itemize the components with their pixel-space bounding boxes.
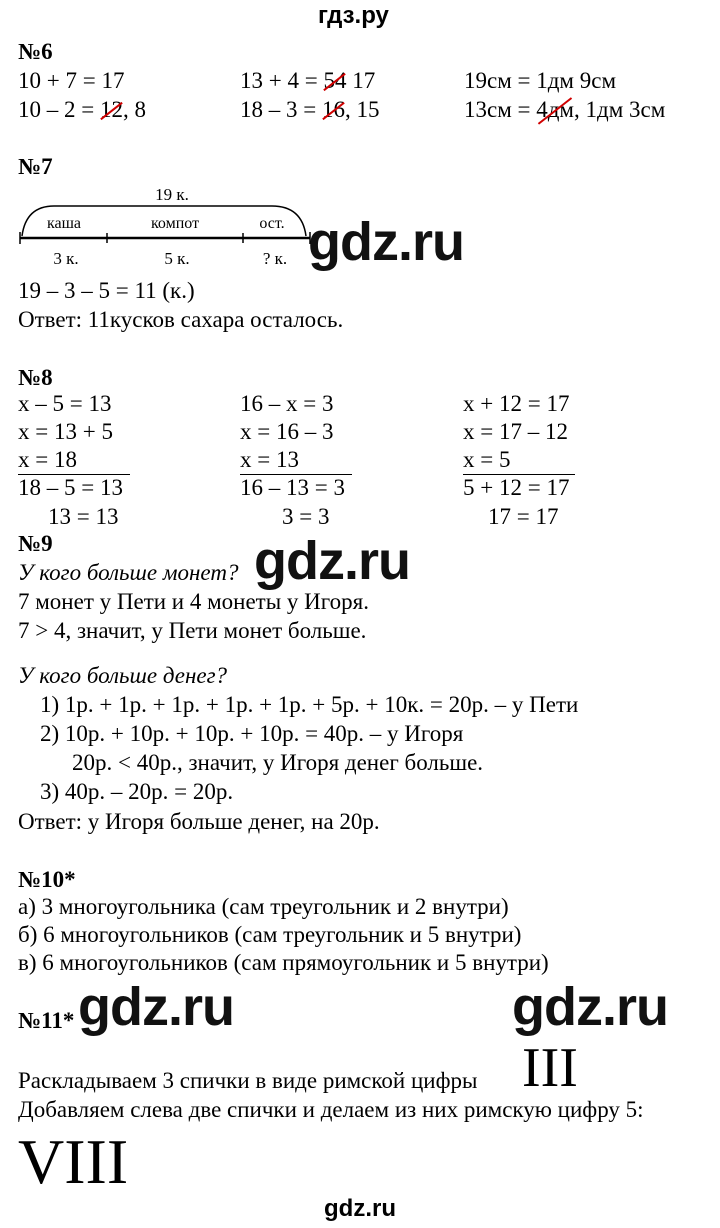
equation-line: x – 5 = 13 — [18, 391, 112, 416]
equation-result — [463, 446, 575, 475]
task-7-title: №7 — [18, 154, 53, 179]
diagram-count-label: 5 к. — [164, 249, 190, 268]
task-6-eq-1: 10 + 7 = 17 — [18, 68, 125, 93]
equation-line: x = 16 – 3 — [240, 419, 334, 444]
task-10-title: №10* — [18, 867, 76, 892]
task-10-answer-a: а) 3 многоугольника (сам треугольник и 2 внутри) — [18, 894, 509, 919]
eq-part: 18 – 3 = — [240, 97, 322, 122]
watermark: gdz.ru — [78, 977, 234, 1037]
result-value: x = 5 — [463, 446, 575, 475]
task-6-eq-5 — [240, 96, 379, 124]
task-8-title: №8 — [18, 365, 53, 390]
task-9-step: 20р. < 40р., значит, у Игоря денег больше. — [72, 750, 484, 775]
site-header: гдз.ру — [318, 2, 389, 29]
task-9-step: 2) 10р. + 10р. + 10р. + 10р. = 40р. – у Игоря — [40, 721, 464, 746]
site-footer: gdz.ru — [324, 1195, 396, 1222]
equation-check-result: 17 = 17 — [488, 504, 559, 529]
equation-result — [240, 446, 352, 475]
equation-line: 16 – x = 3 — [240, 391, 334, 416]
diagram-part-label: компот — [150, 215, 200, 232]
equation-check: 16 – 13 = 3 — [240, 475, 345, 500]
task-6-eq-3: 19см = 1дм 9см — [464, 68, 617, 93]
diagram-part-label: ост. — [259, 215, 285, 232]
watermark: gdz.ru — [254, 531, 410, 591]
task-9-line: 7 > 4, значит, у Пети монет больше. — [18, 618, 367, 643]
task-10-answer-c: в) 6 многоугольников (сам прямоугольник и 5 внутри) — [18, 950, 549, 975]
task-7-answer: Ответ: 11кусков сахара осталось. — [18, 307, 344, 332]
task-6-eq-6 — [464, 96, 665, 124]
task-9-question-money: У кого больше денег? — [18, 663, 228, 688]
eq-part: 10 – 2 = — [18, 97, 100, 122]
equation-check-result: 13 = 13 — [48, 504, 119, 529]
task-9-step: 3) 40р. – 20р. = 20р. — [40, 779, 234, 804]
task-9-answer: Ответ: у Игоря больше денег, на 20р. — [18, 809, 380, 834]
task-9-step: 1) 1р. + 1р. + 1р. + 1р. + 1р. + 5р. + 10к. = 20р. – у Пети — [40, 692, 579, 717]
eq-part: , 15 — [344, 97, 380, 122]
eq-part: , 8 — [122, 97, 146, 122]
task-7-expression: 19 – 3 – 5 = 11 (к.) — [18, 278, 195, 303]
task-6-eq-4 — [18, 96, 146, 124]
diagram-count-label: 3 к. — [53, 249, 79, 268]
task-11-title: №11* — [18, 1008, 75, 1033]
roman-numeral-eight: VIII — [18, 1126, 129, 1197]
diagram-total-label: 19 к. — [155, 185, 189, 204]
equation-check-result: 3 = 3 — [282, 504, 330, 529]
diagram-part-label: каша — [46, 215, 82, 232]
eq-part: , 1дм 3см — [574, 97, 666, 122]
task-9-title: №9 — [18, 531, 53, 556]
equation-line: x = 17 – 12 — [463, 419, 568, 444]
watermark: gdz.ru — [512, 977, 668, 1037]
task-11-line-2: Добавляем слева две спички и делаем из них римскую цифру 5: — [18, 1097, 644, 1122]
task-11-line-1: Раскладываем 3 спички в виде римской цифры — [18, 1068, 478, 1093]
equation-check: 18 – 5 = 13 — [18, 475, 123, 500]
equation-result — [18, 446, 130, 475]
equation-line: x = 13 + 5 — [18, 419, 113, 444]
task-9-line: 7 монет у Пети и 4 монеты у Игоря. — [18, 589, 369, 614]
task-9-question-coins: У кого больше монет? — [18, 560, 239, 585]
crossed-out-value: 12 — [99, 97, 123, 122]
eq-part: 13см = — [464, 97, 537, 122]
eq-part: 17 — [346, 68, 376, 93]
equation-check: 5 + 12 = 17 — [463, 475, 570, 500]
roman-numeral-three: III — [522, 1037, 578, 1099]
task-6-eq-2 — [240, 67, 375, 95]
result-value: x = 18 — [18, 446, 130, 475]
task-10-answer-b: б) 6 многоугольников (сам треугольник и 5 внутри) — [18, 922, 522, 947]
eq-part: 13 + 4 = — [240, 68, 324, 93]
diagram-count-label: ? к. — [262, 249, 288, 268]
segment-diagram — [14, 178, 314, 274]
result-value: x = 13 — [240, 446, 352, 475]
task-6-title: №6 — [18, 39, 53, 64]
equation-line: x + 12 = 17 — [463, 391, 570, 416]
crossed-out-value: 4дм — [536, 97, 574, 122]
crossed-out-value: 54 — [323, 68, 347, 93]
watermark: gdz.ru — [308, 212, 464, 272]
crossed-out-value: 16 — [321, 97, 345, 122]
